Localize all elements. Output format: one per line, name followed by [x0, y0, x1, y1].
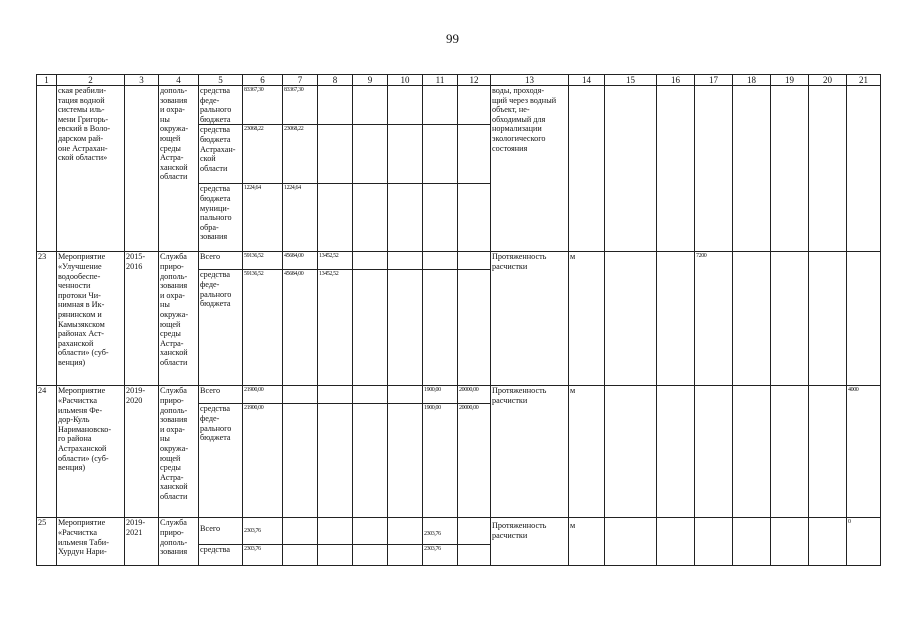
cell [318, 184, 353, 252]
measure-name: Мероприятие «Улучшение водообеспе- ченности протоки Чи- нимная в Ик- рянинском и Камызякском районах Аст- раханской области» (суб- венция) [57, 252, 125, 386]
cell [458, 86, 491, 125]
executor: Служба приро- дополь- зования и охра- ны окружа- ющей среды Астра- ханской области [159, 252, 199, 386]
cell [809, 252, 847, 386]
col-header: 3 [125, 75, 159, 86]
col-header: 13 [491, 75, 569, 86]
cell [388, 252, 423, 270]
amount: 23068,22 [243, 125, 283, 184]
cell [569, 86, 605, 252]
amount: 83367,30 [283, 86, 318, 125]
cell [353, 386, 388, 404]
col-header: 20 [809, 75, 847, 86]
measure-name: ская реабили- тация водной системы иль- мени Григорь- евский в Воло- дарском рай- оне Астрахан- ской области» [57, 86, 125, 252]
col-header: 5 [199, 75, 243, 86]
amount: 45684,00 [283, 252, 318, 270]
funding-total-label: Всего [199, 386, 243, 404]
cell [771, 518, 809, 566]
target-value: 4000 [847, 386, 881, 518]
cell [353, 404, 388, 518]
funding-source: средства феде- рального бюджета [199, 270, 243, 386]
cell [353, 252, 388, 270]
cell [423, 270, 458, 386]
table-row [37, 518, 881, 545]
cell [695, 518, 733, 566]
funding-source: средства [199, 545, 243, 566]
indicator: воды, проходя- щий через водный объект, не- обходимый для нормализации экологического состояния [491, 86, 569, 252]
cell [657, 86, 695, 252]
amount: 1900,00 [423, 404, 458, 518]
row-number: 24 [37, 386, 57, 518]
col-header: 18 [733, 75, 771, 86]
cell [353, 125, 388, 184]
row-number: 23 [37, 252, 57, 386]
cell [605, 86, 657, 252]
col-header: 14 [569, 75, 605, 86]
cell [388, 125, 423, 184]
program-table [36, 74, 881, 566]
cell [353, 545, 388, 566]
col-header: 21 [847, 75, 881, 86]
years: 2019- 2021 [125, 518, 159, 566]
cell [458, 252, 491, 270]
amount: 59136,52 [243, 252, 283, 270]
col-header: 16 [657, 75, 695, 86]
cell [283, 518, 318, 545]
amount: 2303,76 [423, 545, 458, 566]
cell [809, 86, 847, 252]
amount: 2303,76 [243, 518, 283, 545]
table-row [37, 86, 881, 125]
amount: 1224,64 [283, 184, 318, 252]
amount: 59136,52 [243, 270, 283, 386]
col-header: 11 [423, 75, 458, 86]
cell [733, 252, 771, 386]
unit: м [569, 386, 605, 518]
cell [283, 386, 318, 404]
cell [388, 184, 423, 252]
table-row [37, 252, 881, 270]
table-row [37, 386, 881, 404]
cell [388, 86, 423, 125]
cell [283, 404, 318, 518]
cell [458, 270, 491, 386]
cell [388, 404, 423, 518]
amount: 23068,22 [283, 125, 318, 184]
target-value: 0 [847, 518, 881, 566]
cell [353, 86, 388, 125]
funding-source: средства феде- рального бюджета [199, 86, 243, 125]
column-number-row [37, 75, 881, 86]
cell [353, 184, 388, 252]
col-header: 19 [771, 75, 809, 86]
cell-years [125, 86, 159, 252]
executor: Служба приро- дополь- зования и охра- ны окружа- ющей среды Астра- ханской области [159, 386, 199, 518]
cell [318, 518, 353, 545]
cell [353, 270, 388, 386]
page-number: 99 [446, 31, 459, 46]
cell [353, 518, 388, 545]
cell [695, 86, 733, 252]
col-header: 7 [283, 75, 318, 86]
amount: 20000,00 [458, 404, 491, 518]
cell [458, 518, 491, 545]
amount: 83367,30 [243, 86, 283, 125]
cell [318, 545, 353, 566]
unit: м [569, 252, 605, 386]
amount: 13452,52 [318, 252, 353, 270]
amount: 45684,00 [283, 270, 318, 386]
funding-total-label: Всего [199, 252, 243, 270]
indicator: Протяженность расчистки [491, 518, 569, 566]
cell [423, 252, 458, 270]
col-header: 17 [695, 75, 733, 86]
amount: 13452,52 [318, 270, 353, 386]
cell [771, 386, 809, 518]
cell [423, 86, 458, 125]
cell [388, 386, 423, 404]
cell [605, 518, 657, 566]
cell [458, 125, 491, 184]
funding-source: средства бюджета Астрахан- ской области [199, 125, 243, 184]
amount: 21900,00 [243, 386, 283, 404]
amount: 1224,64 [243, 184, 283, 252]
funding-source: средства бюджета муници- пального обра- зования [199, 184, 243, 252]
cell [847, 86, 881, 252]
years: 2015- 2016 [125, 252, 159, 386]
indicator: Протяженность расчистки [491, 386, 569, 518]
indicator: Протяженность расчистки [491, 252, 569, 386]
cell [423, 184, 458, 252]
cell [733, 518, 771, 566]
funding-source: средства феде- рального бюджета [199, 404, 243, 518]
col-header: 1 [37, 75, 57, 86]
cell [771, 86, 809, 252]
cell [388, 270, 423, 386]
cell [657, 386, 695, 518]
col-header: 10 [388, 75, 423, 86]
cell [318, 125, 353, 184]
cell [695, 386, 733, 518]
cell [657, 252, 695, 386]
cell [458, 184, 491, 252]
amount: 20000,00 [458, 386, 491, 404]
cell [605, 386, 657, 518]
cell [458, 545, 491, 566]
amount: 2303,76 [423, 518, 458, 545]
col-header: 9 [353, 75, 388, 86]
cell [318, 404, 353, 518]
cell [423, 125, 458, 184]
years: 2019- 2020 [125, 386, 159, 518]
cell [809, 386, 847, 518]
unit: м [569, 518, 605, 566]
row-number: 25 [37, 518, 57, 566]
funding-total-label: Всего [199, 518, 243, 545]
col-header: 12 [458, 75, 491, 86]
cell [733, 386, 771, 518]
cell [388, 545, 423, 566]
cell [605, 252, 657, 386]
cell [318, 386, 353, 404]
executor: Служба приро- дополь- зования [159, 518, 199, 566]
col-header: 15 [605, 75, 657, 86]
col-header: 6 [243, 75, 283, 86]
col-header: 8 [318, 75, 353, 86]
cell [847, 252, 881, 386]
measure-name: Мероприятие «Расчистка ильменя Таби- Хурдун Нари- [57, 518, 125, 566]
cell [733, 86, 771, 252]
amount: 1900,00 [423, 386, 458, 404]
cell [318, 86, 353, 125]
target-value: 7200 [695, 252, 733, 386]
executor: дополь- зования и охра- ны окружа- ющей среды Астра- ханской области [159, 86, 199, 252]
amount: 2303,76 [243, 545, 283, 566]
cell [771, 252, 809, 386]
cell [388, 518, 423, 545]
cell [283, 545, 318, 566]
amount: 21900,00 [243, 404, 283, 518]
col-header: 4 [159, 75, 199, 86]
cell [809, 518, 847, 566]
measure-name: Мероприятие «Расчистка ильменя Фе- дор-Куль Наримановско- го района Астраханской области» (суб- венция) [57, 386, 125, 518]
col-header: 2 [57, 75, 125, 86]
cell [657, 518, 695, 566]
cell-no [37, 86, 57, 252]
